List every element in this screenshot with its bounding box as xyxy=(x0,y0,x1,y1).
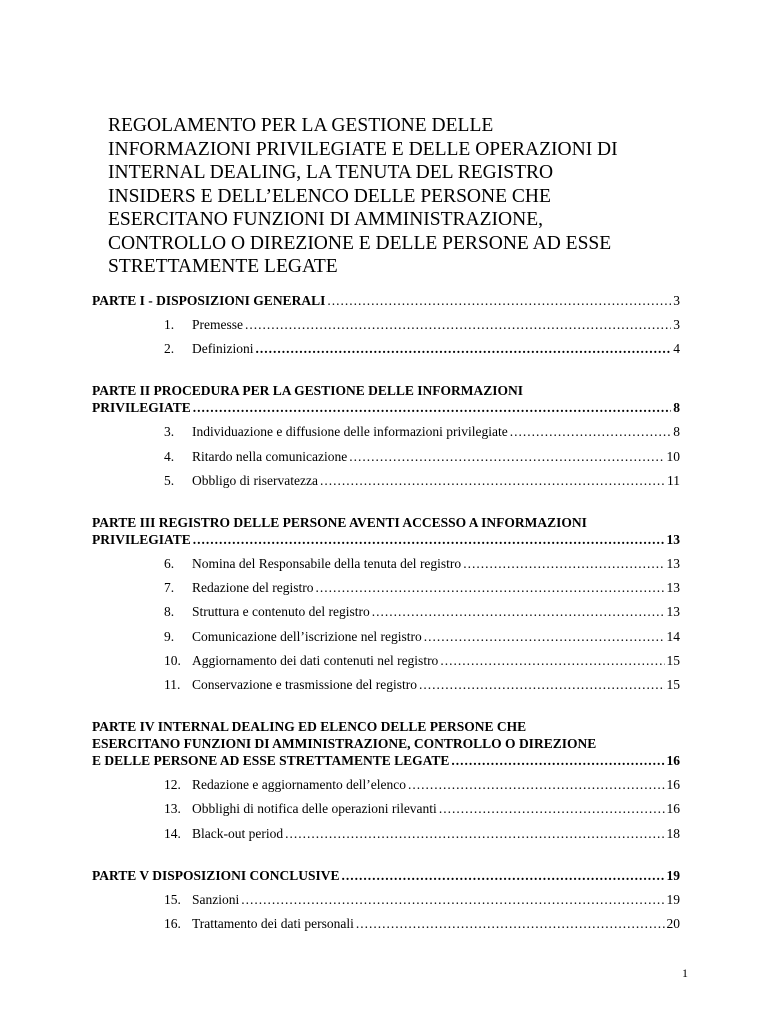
title-line: CONTROLLO O DIREZIONE E DELLE PERSONE AD ESSE xyxy=(108,232,612,254)
entry-number: 10. xyxy=(164,652,181,668)
entry-number: 15. xyxy=(164,891,181,907)
document-title xyxy=(108,114,708,279)
entry-number: 12. xyxy=(164,777,181,793)
toc-entry[interactable] xyxy=(92,888,680,912)
part-title: E DELLE PERSONE AD ESSE STRETTAMENTE LEGATE xyxy=(92,753,450,769)
entry-page-number: 20 xyxy=(666,916,680,932)
entry-number: 1. xyxy=(164,317,175,332)
entry-page-number: 15 xyxy=(666,677,680,693)
dot-leader xyxy=(349,445,664,469)
part-title: ESERCITANO FUNZIONI DI AMMINISTRAZIONE, CONTROLLO O DIREZIONE xyxy=(92,736,597,752)
entry-label: Black-out period xyxy=(192,825,284,841)
part-heading[interactable] xyxy=(92,718,680,769)
entry-page-number: 4 xyxy=(673,341,680,357)
entry-label: Ritardo nella comunicazione xyxy=(192,448,348,464)
dot-leader xyxy=(285,822,664,846)
entry-label: Redazione del registro xyxy=(192,580,314,596)
toc-entry[interactable] xyxy=(92,625,680,649)
dot-leader xyxy=(510,420,671,444)
dot-leader xyxy=(451,752,664,769)
entry-number: 2. xyxy=(164,341,175,357)
dot-leader xyxy=(193,399,671,416)
toc-entry[interactable] xyxy=(92,420,680,444)
entry-label: Individuazione e diffusione delle informazioni privilegiate xyxy=(192,424,508,440)
toc-part-5 xyxy=(92,867,680,936)
toc-part-1 xyxy=(92,292,680,361)
entry-number: 5. xyxy=(164,472,175,488)
dot-leader xyxy=(372,600,665,624)
title-line: REGOLAMENTO PER LA GESTIONE DELLE xyxy=(108,115,494,136)
dot-leader xyxy=(255,337,671,361)
part-title: PARTE III REGISTRO DELLE PERSONE AVENTI ACCESSO A INFORMAZIONI xyxy=(92,515,587,531)
dot-leader xyxy=(315,576,664,600)
toc-entry[interactable] xyxy=(92,773,680,797)
entry-number: 11. xyxy=(164,677,181,693)
entry-label: Conservazione e trasmissione del registro xyxy=(192,677,417,693)
entry-page-number: 8 xyxy=(673,424,680,440)
toc-entry[interactable] xyxy=(92,445,680,469)
title-line: ESERCITANO FUNZIONI DI AMMINISTRAZIONE, xyxy=(108,209,543,230)
toc-entry[interactable] xyxy=(92,822,680,846)
toc-entry[interactable] xyxy=(92,313,680,337)
toc-part-3 xyxy=(92,514,680,697)
toc-part-2 xyxy=(92,382,680,493)
entry-label: Sanzioni xyxy=(192,891,240,907)
entry-label: Obbligo di riservatezza xyxy=(192,472,318,488)
entry-number: 3. xyxy=(164,424,175,440)
toc-entry[interactable] xyxy=(92,469,680,493)
entry-page-number: 3 xyxy=(673,317,680,332)
entry-number: 9. xyxy=(164,628,175,644)
part-title: PRIVILEGIATE xyxy=(92,400,191,416)
dot-leader xyxy=(440,649,664,673)
title-line: STRETTAMENTE LEGATE xyxy=(108,256,338,277)
part-title: PARTE I - DISPOSIZIONI GENERALI xyxy=(92,293,326,308)
entry-label: Trattamento dei dati personali xyxy=(192,916,354,932)
entry-number: 14. xyxy=(164,825,181,841)
entry-page-number: 15 xyxy=(666,652,680,668)
entry-label: Redazione e aggiornamento dell’elenco xyxy=(192,777,407,793)
dot-leader xyxy=(327,292,671,309)
toc-entry[interactable] xyxy=(92,797,680,821)
toc-entry[interactable] xyxy=(92,649,680,673)
dot-leader xyxy=(341,867,664,884)
toc-entry[interactable] xyxy=(92,552,680,576)
dot-leader xyxy=(320,469,665,493)
entry-page-number: 16 xyxy=(666,801,680,817)
table-of-contents xyxy=(92,288,680,936)
dot-leader xyxy=(419,673,665,697)
part-page-number: 19 xyxy=(666,867,680,883)
part-title: PARTE II PROCEDURA PER LA GESTIONE DELLE INFORMAZIONI xyxy=(92,383,523,399)
toc-entry[interactable] xyxy=(92,576,680,600)
entry-label: Obblighi di notifica delle operazioni rilevanti xyxy=(192,801,437,817)
dot-leader xyxy=(408,773,664,797)
part-title: PRIVILEGIATE xyxy=(92,532,191,548)
title-line: INFORMAZIONI PRIVILEGIATE E DELLE OPERAZIONI DI xyxy=(108,138,618,160)
entry-label: Definizioni xyxy=(192,341,254,357)
dot-leader xyxy=(245,313,671,337)
toc-entry[interactable] xyxy=(92,600,680,624)
entry-number: 6. xyxy=(164,556,175,572)
entry-page-number: 19 xyxy=(666,891,680,907)
toc-entry[interactable] xyxy=(92,673,680,697)
toc-entry[interactable] xyxy=(92,912,680,936)
part-page-number: 13 xyxy=(666,532,680,548)
dot-leader xyxy=(463,552,664,576)
dot-leader xyxy=(356,912,665,936)
entry-page-number: 18 xyxy=(666,825,680,841)
title-line: INSIDERS E DELL’ELENCO DELLE PERSONE CHE xyxy=(108,185,551,207)
part-heading[interactable] xyxy=(92,514,680,548)
entry-number: 7. xyxy=(164,580,175,596)
entry-number: 8. xyxy=(164,604,175,620)
part-page-number: 8 xyxy=(673,400,680,416)
entry-number: 13. xyxy=(164,801,181,817)
entry-page-number: 13 xyxy=(666,580,680,596)
part-title: PARTE V DISPOSIZIONI CONCLUSIVE xyxy=(92,867,340,883)
toc-part-4 xyxy=(92,718,680,846)
entry-label: Struttura e contenuto del registro xyxy=(192,604,370,620)
entry-label: Premesse xyxy=(192,317,243,332)
part-heading[interactable] xyxy=(92,292,680,309)
part-heading[interactable] xyxy=(92,382,680,416)
entry-page-number: 13 xyxy=(666,556,680,572)
dot-leader xyxy=(424,625,665,649)
entry-label: Nomina del Responsabile della tenuta del registro xyxy=(192,556,462,572)
entry-number: 4. xyxy=(164,448,175,464)
entry-number: 16. xyxy=(164,916,181,932)
part-page-number: 16 xyxy=(666,753,680,769)
entry-page-number: 13 xyxy=(666,604,680,620)
dot-leader xyxy=(193,531,665,548)
dot-leader xyxy=(439,797,665,821)
part-title: PARTE IV INTERNAL DEALING ED ELENCO DELLE PERSONE CHE xyxy=(92,719,527,735)
part-page-number: 3 xyxy=(673,293,680,308)
dot-leader xyxy=(241,888,664,912)
part-heading[interactable] xyxy=(92,867,680,884)
page-number: 1 xyxy=(682,966,688,980)
entry-page-number: 10 xyxy=(666,448,680,464)
entry-label: Aggiornamento dei dati contenuti nel registro xyxy=(192,652,439,668)
entry-page-number: 16 xyxy=(666,777,680,793)
entry-page-number: 11 xyxy=(667,472,680,488)
entry-page-number: 14 xyxy=(666,628,680,644)
entry-label: Comunicazione dell’iscrizione nel registro xyxy=(192,628,422,644)
title-line: INTERNAL DEALING, LA TENUTA DEL REGISTRO xyxy=(108,162,554,183)
toc-entry[interactable] xyxy=(92,337,680,361)
